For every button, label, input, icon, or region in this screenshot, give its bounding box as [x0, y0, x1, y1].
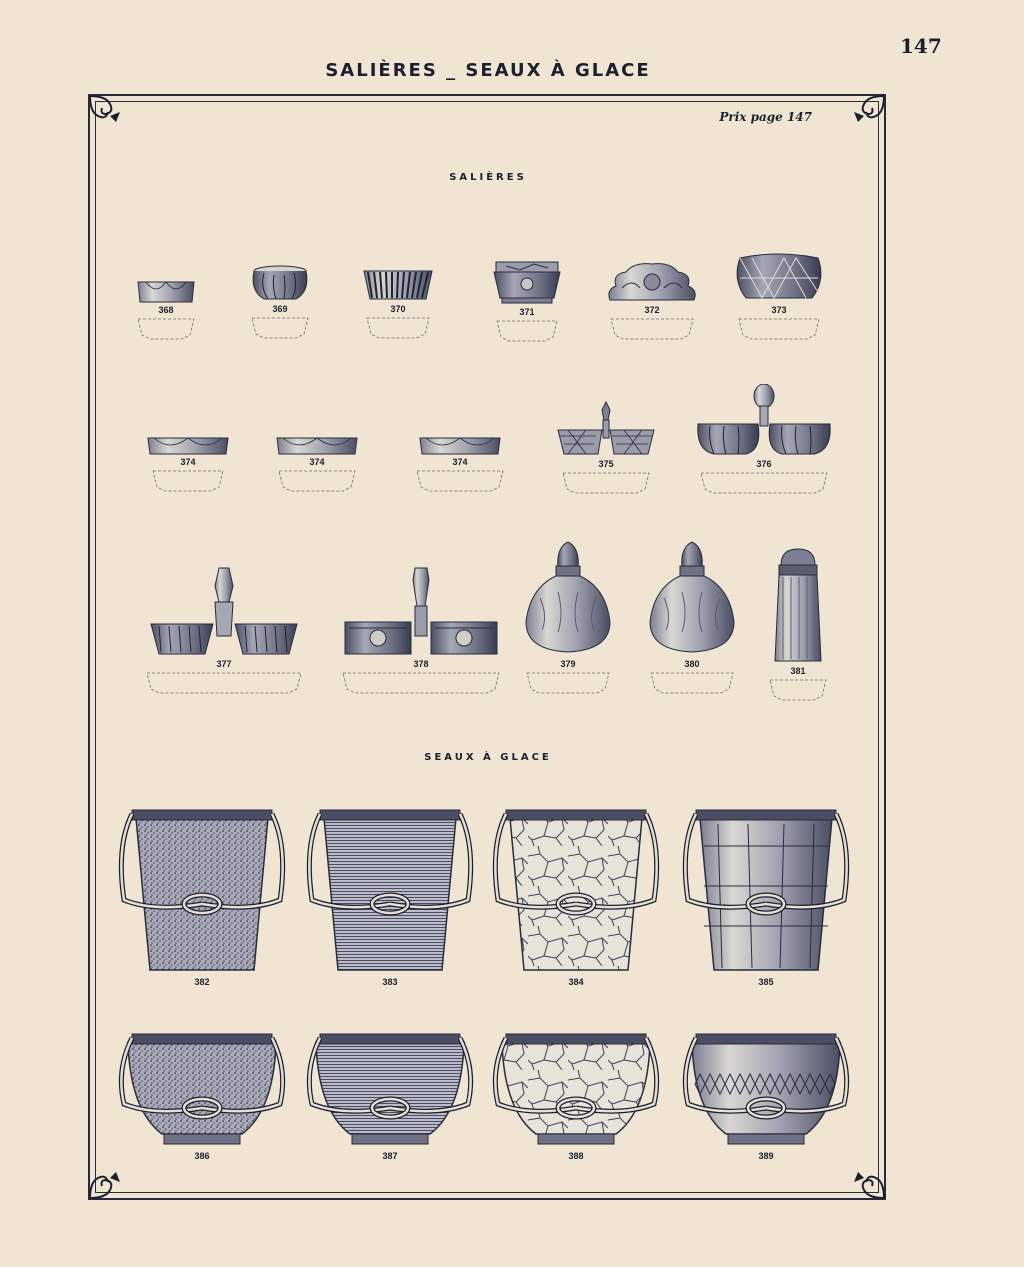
seau-387: [302, 1030, 478, 1163]
item-number: 379: [560, 659, 576, 669]
page-title: SALIÈRES _ SEAUX À GLACE: [325, 60, 651, 81]
item-number: 374: [309, 457, 325, 467]
saliere-374: [272, 434, 362, 493]
item-number: 374: [180, 457, 196, 467]
item-number: 368: [158, 305, 174, 315]
corner-ornament-icon: [86, 92, 132, 138]
item-number: 372: [644, 305, 660, 315]
saliere-369: [248, 263, 312, 340]
item-number: 385: [758, 977, 774, 987]
seau-384: [488, 806, 664, 989]
item-number: 373: [771, 305, 787, 315]
saliere-372: [604, 260, 700, 341]
saliere-373: [732, 252, 826, 341]
price-reference: Prix page 147: [719, 110, 812, 124]
item-number: 382: [194, 977, 210, 987]
saliere-368: [136, 278, 196, 341]
corner-ornament-icon: [842, 92, 888, 138]
saliere-380: [644, 538, 740, 695]
plan-view: [136, 317, 196, 341]
item-number: 381: [790, 666, 806, 676]
item-number: 378: [413, 659, 429, 669]
saliere-371: [490, 258, 564, 343]
plan-view: [561, 471, 651, 495]
section-title-seaux: SEAUX À GLACE: [424, 752, 552, 763]
item-number: 386: [194, 1151, 210, 1161]
seau-386: [114, 1030, 290, 1163]
saliere-381: [768, 545, 828, 702]
item-number: 387: [382, 1151, 398, 1161]
plan-view: [415, 469, 505, 493]
plan-view: [495, 319, 559, 343]
saliere-370: [360, 267, 436, 340]
seau-388: [488, 1030, 664, 1163]
plan-view: [737, 317, 821, 341]
seau-389: [678, 1030, 854, 1163]
saliere-376: [694, 384, 834, 495]
item-number: 380: [684, 659, 700, 669]
seau-383: [302, 806, 478, 989]
item-number: 388: [568, 1151, 584, 1161]
plan-view: [277, 469, 357, 493]
item-number: 370: [390, 304, 406, 314]
item-number: 377: [216, 659, 232, 669]
page-number: 147: [900, 34, 942, 58]
item-number: 371: [519, 307, 535, 317]
saliere-379: [520, 538, 616, 695]
plan-view: [525, 671, 611, 695]
saliere-374: [146, 434, 230, 493]
plan-view: [768, 678, 828, 702]
item-number: 369: [272, 304, 288, 314]
plan-view: [649, 671, 735, 695]
saliere-378: [336, 566, 506, 695]
plan-view: [250, 316, 310, 340]
saliere-374: [410, 434, 510, 493]
section-title-salieres: SALIÈRES: [449, 172, 527, 183]
saliere-377: [140, 566, 308, 695]
plan-view: [145, 671, 303, 695]
saliere-375: [556, 400, 656, 495]
item-number: 389: [758, 1151, 774, 1161]
seau-382: [114, 806, 290, 989]
item-number: 384: [568, 977, 584, 987]
item-number: 376: [756, 459, 772, 469]
plan-view: [609, 317, 695, 341]
plan-view: [151, 469, 225, 493]
item-number: 383: [382, 977, 398, 987]
item-number: 375: [598, 459, 614, 469]
plan-view: [341, 671, 501, 695]
item-number: 374: [452, 457, 468, 467]
plan-view: [699, 471, 829, 495]
seau-385: [678, 806, 854, 989]
plan-view: [365, 316, 431, 340]
